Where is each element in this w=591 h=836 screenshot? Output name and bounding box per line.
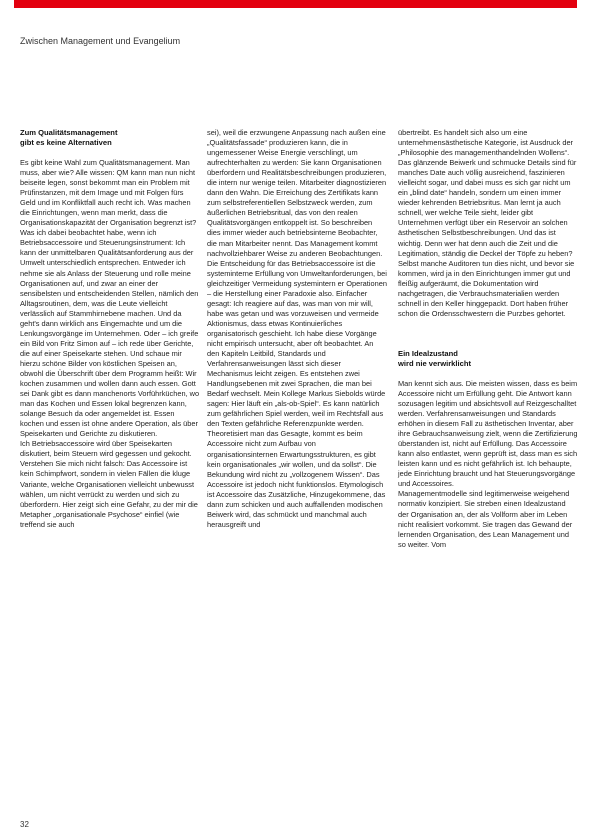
body-paragraph: Was ich dabei beobachtet habe, wenn ich Betriebsaccessoire und Steuerungsinstrument: Ich kann der unmittelbaren Qualitätsanforderung aus der Umwelt unterschiedlich entsprechen. Entweder ich nehme sie als Anlass der Steuerung und rolle meine Organisationen auf, und zwar an einer der sensibelsten und entscheidenden Stellen, nämlich den Alltagsroutinen, dem, was die Leute vielleicht verlässlich auf Stammhirnebene machen. Und da geht's dann wirklich ans Eingemachte und um die Lenkungsvorgänge im Unternehmen. Oder – ich greife ein Bild von Fritz Simon auf – ich rede über Gerichte, die auf einer Speisekarte stehen. Und schaue mir hierzu schöne Bilder von köstlichen Speisen an, obwohl die Überschrift über dem Programm heißt: Wir kochen zusammen und wollen dann auch essen. Gott sei Dank gibt es dann manchenorts Vorführküchen, wo man das Kochen und Essen lokal begrenzen kann, solange Besuch da oder angemeldet ist. Essen kochen und essen ist ohne andere Operation, als über Speisekarten und Gerichte zu diskutieren. [20, 228, 200, 439]
page-number: 32 [20, 820, 29, 829]
section-heading-line: Zum Qualitätsmanagement [20, 128, 118, 137]
section-heading-line: Ein Idealzustand [398, 348, 458, 358]
body-paragraph: Theoretisiert man das Gesagte, kommt es beim Accessoire nicht zum Aufbau von organisationsinternen Erwartungsstrukturen, es gibt kein organisationales „wir wollen, und da sollst“. Die Bekundung wird nicht zu „vollzogenem Wissen“. Das Accessoire ist jedoch nicht funktionslos. Etymologisch ist Accessoire das Zusätzliche, Hinzugekommene, das dann zum schicken und auch auffallenden modischen Beiwerk wird, das schmückt und manchmal auch herausgreift und [207, 429, 386, 529]
body-paragraph: Managementmodelle sind legitimerweise weigehend normativ konzipiert. Sie streben einen Idealzustand der Organisation an, der als Vollform aber im Leben nicht realisiert vorkommt. Sie tragen das Gewand der lernenden Organisation, des Lean Management und so weiter. Vom [398, 489, 573, 549]
body-paragraph: Ich Betriebsaccessoire wird über Speisekarten diskutiert, beim Steuern wird gegessen und gekocht. Verstehen Sie mich nicht falsch: Das Accessoire ist kein Schimpfwort, sondern in vielen Fällen die kluge Variante, welche Organisationen vielleicht unbewusst wählen, um nicht verrückt zu werden und sich zu überfordern. Hier zeigt sich eine Gefahr, zu der mir die Metapher „organisationale Psychose“ einfiel (wie treffend sie auch [20, 439, 198, 529]
section-heading-line: wird nie verwirklicht [398, 358, 472, 368]
body-paragraph: sei), weil die erzwungene Anpassung nach außen eine „Qualitätsfassade“ produzieren kann, die in ungemessener Weise Energie verschlingt, um aufrechterhalten zu werden: Sie kann Organisationen überfordern und Realitätsbeschreibungen produzieren, die intern nur wenige teilen. Mitarbeiter diagnostizieren dann den Wahn. Die Erreichung des Zertifikats kann zum selbstreferentiellen Selbstzweck werden, zum äußerlichen Betriebsritual, das von den realen Qualitätsvorgängen entkoppelt ist. So beschreiben dies immer wieder auch betriebsinterne Beobachter, die man Mitarbeiter nennt. Das Management kommt nachvollziehbarer Weise zu anderen Beobachtungen. [207, 128, 387, 258]
section-heading-line: gibt es keine Alternativen [20, 138, 112, 147]
running-head: Zwischen Management und Evangelium [20, 36, 181, 46]
body-paragraph: Es gibt keine Wahl zum Qualitätsmanagement. Man muss, aber wie? Alle wissen: QM kann man nun nicht beiseite legen, sonst bekommt man ein Problem mit Prüfinstanzen, mit dem Image und mit Folgen fürs Geld und im Konfliktfall auch recht ich. Was machen die Einrichtungen, wenn man merkt, dass die Organisationskapazität der Organisation begrenzt ist? [20, 158, 197, 228]
section-heading [20, 128, 200, 148]
column-3 [398, 128, 578, 550]
body-paragraph: übertreibt. Es handelt sich also um eine unternehmensästhetische Kategorie, ist Ausdruck der „Philosophie des managementhandelnden Wollens“. Das glänzende Beiwerk und schmucke Details sind für manches Date auch völlig ausreichend, faszinieren vielleicht sogar, und dabei muss es sich gar nicht um ein „blind date“ handeln, sondern um einen immer wieder kehrenden Betriebsritus. Man lernt ja auch schnell, wer welche Teile sieht, leider gibt Unternehmen verfügt über ein Reservoir an solchen ästhetischen Selbstbeschreibungen. Und das ist wichtig. Denn wer hat denn auch die Zeit und die Legitimation, ständig die Deckel der Töpfe zu heben? Selbst manche Auditoren tun dies nicht, und bevor sie kommen, wird ja in den Einrichtungen immer gut und fleißig aufgeräumt, die Dokumentation wird nachgetragen, die Verbrauchsmaterialien werden schnell in den Keller hinggepackt. Dort haben früher schon die Ordensschwestern die Purzbes gehortet. [398, 128, 577, 318]
body-paragraph: Die Entscheidung für das Betriebsaccessoire ist die systeminterne Erfüllung von Umweltanforderungen, bei gleichzeitiger Vermeidung systemintern er Operationen – die Herstellung einer Paradoxie also. Einfacher gesagt: Ich reagiere auf das, was man von mir will, habe was getan und was vorzuweisen und vermeide Aktionismus, dass etwas Kontinuierliches organisatorisch geschieht. Ich habe diese Vorgänge nicht empirisch untersucht, aber oft beobachtet. An den Kapiteln Leitbild, Standards und Verfahrensanweisungen lässt sich dieser Mechanismus leicht zeigen. Es entstehen zwei Handlungsebenen mit zwei Sprachen, die man bei Bedarf wechselt. Mein Kollege Markus Siebolds würde sagen: Hier läuft ein „als-ob-Spiel“. Es kann natürlich zum gefährlichen Spiel werden, weil im Rechtsfall aus den Texten gefährliche Referenzpunkte werden. [207, 258, 387, 429]
column-1 [20, 128, 200, 530]
top-accent-bar [14, 0, 577, 8]
section-heading [398, 349, 578, 369]
column-2 [207, 128, 387, 530]
body-paragraph: Man kennt sich aus. Die meisten wissen, dass es beim Accessoire nicht um Erfüllung geht. Die Antwort kann sozusagen legitim und absichtsvoll auf Reizgeschalltet werden. Verfahrensanweisungen und Standards erhöhen in diesem Fall zu ästhetischen Inventar, aber ihre Gebrauchsanweisung zielt, wenn die Zertifizierung überstanden ist, nicht auf Erfüllung. Das Accessoire kann also entlastet, wenn geprüft ist, dass man es sich leisten kann und es nicht gefährlich ist. Ich behaupte, jede Einrichtung braucht und hat Steuerungsvorgänge und Accessoires. [398, 378, 578, 489]
